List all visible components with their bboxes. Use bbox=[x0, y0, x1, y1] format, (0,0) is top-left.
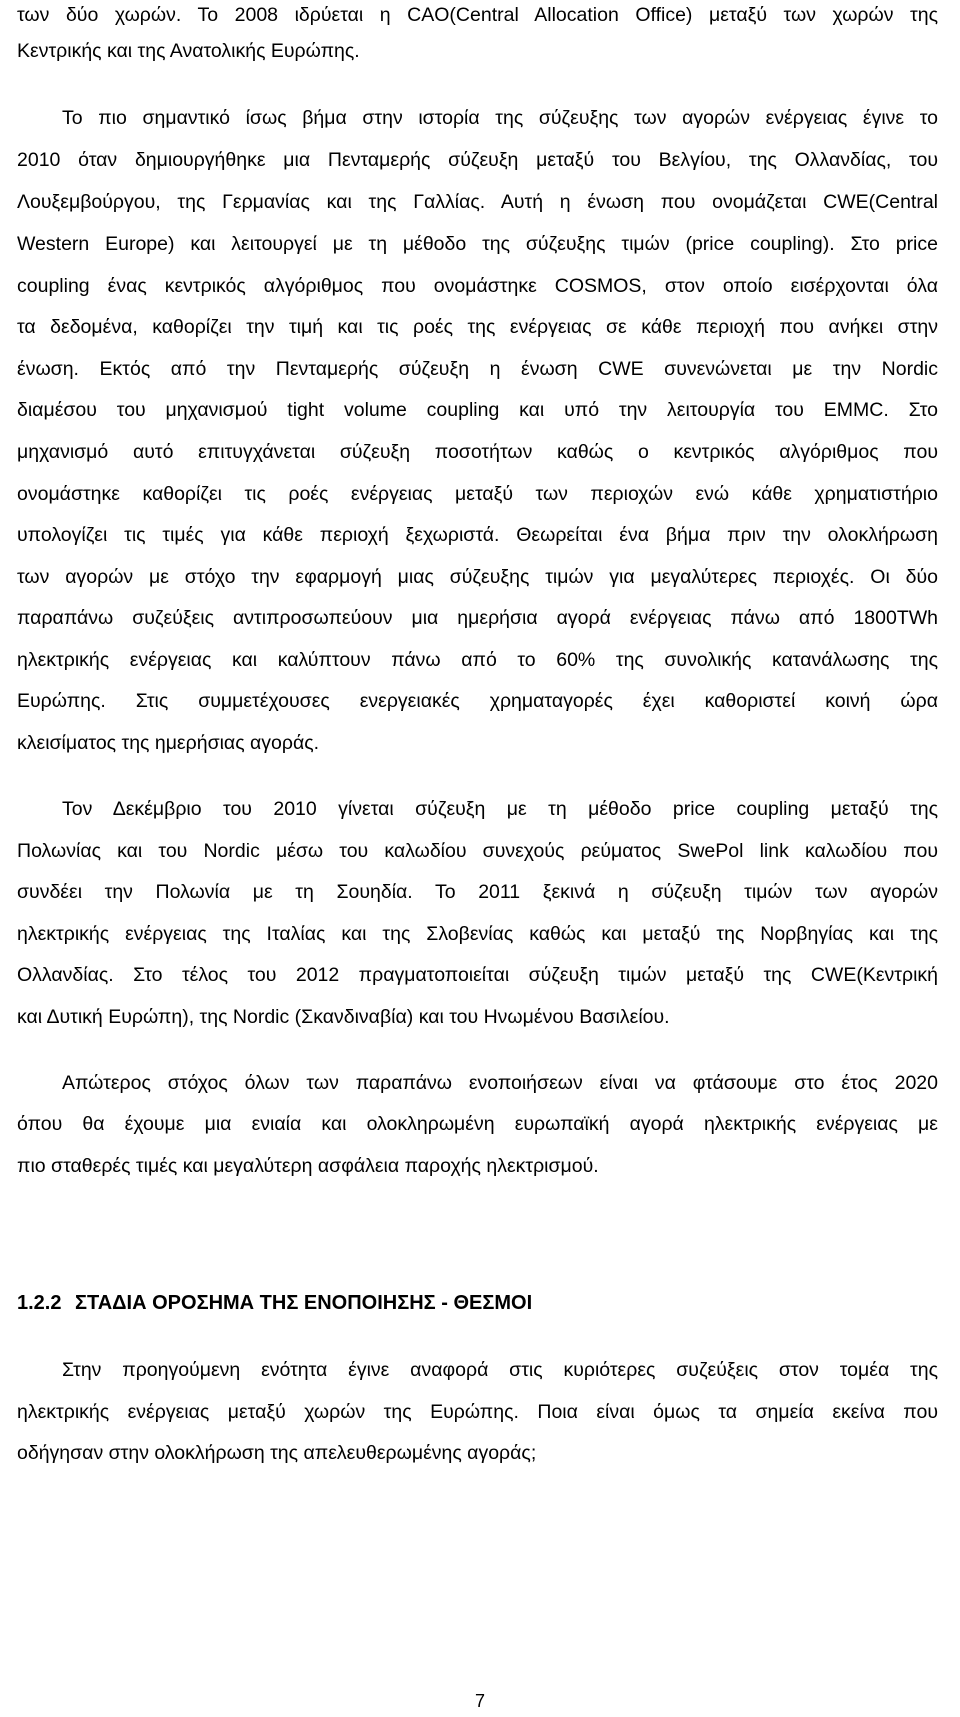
paragraph-2-line-2: Πολωνίας και του Nordic μέσω του καλωδίου συνεχούς ρεύματος SwePol link καλωδίου που bbox=[17, 840, 938, 862]
paragraph-1-line-9: μηχανισμό αυτό επιτυγχάνεται σύζευξη ποσοτήτων καθώς ο κεντρικός αλγόριθμος που bbox=[17, 441, 938, 463]
paragraph-1-line-2: 2010 όταν δημιουργήθηκε μια Πενταμερής σύζευξη μεταξύ του Βελγίου, της Ολλανδίας, του bbox=[17, 149, 938, 171]
paragraph-1-line-8: διαμέσου του μηχανισμού tight volume coupling και υπό την λειτουργία του EMMC. Στο bbox=[17, 399, 938, 421]
paragraph-4-line-2: ηλεκτρικής ενέργειας μεταξύ χωρών της Ευρώπης. Ποια είναι όμως τα σημεία εκείνα που bbox=[17, 1401, 938, 1423]
paragraph-3-line-3: πιο σταθερές τιμές και μεγαλύτερη ασφάλεια παροχής ηλεκτρισμού. bbox=[17, 1155, 599, 1177]
paragraph-4-line-3: οδήγησαν στην ολοκλήρωση της απελευθερωμένης αγοράς; bbox=[17, 1442, 537, 1464]
paragraph-1-line-14: ηλεκτρικής ενέργειας και καλύπτουν πάνω από το 60% της συνολικής κατανάλωσης της bbox=[17, 649, 938, 671]
page-number: 7 bbox=[474, 1691, 485, 1711]
paragraph-2-line-6: και Δυτική Ευρώπη), της Nordic (Σκανδιναβία) και του Ηνωμένου Βασιλείου. bbox=[17, 1006, 670, 1028]
paragraph-3-line-1: Απώτερος στόχος όλων των παραπάνω ενοποιήσεων είναι να φτάσουμε στο έτος 2020 bbox=[62, 1072, 938, 1094]
paragraph-1-line-11: υπολογίζει τις τιμές για κάθε περιοχή ξεχωριστά. Θεωρείται ένα βήμα πριν την ολοκλήρωση bbox=[17, 524, 938, 546]
paragraph-1-line-5: coupling ένας κεντρικός αλγόριθμος που ονομάστηκε COSMOS, στον οποίο εισέρχονται όλα bbox=[17, 275, 938, 297]
section-heading bbox=[17, 1289, 938, 1319]
paragraph-1-line-13: παραπάνω συζεύξεις αντιπροσωπεύουν μια ημερήσια αγορά ενέργειας πάνω από 1800TWh bbox=[17, 607, 938, 629]
paragraph-1-line-10: ονομάστηκε καθορίζει τις ροές ενέργειας μεταξύ των περιοχών ενώ κάθε χρηματιστήριο bbox=[17, 483, 938, 505]
paragraph-4-line-1: Στην προηγούμενη ενότητα έγινε αναφορά στις κυριότερες συζεύξεις στον τομέα της bbox=[62, 1359, 938, 1381]
paragraph-2-line-3: συνδέει την Πολωνία με τη Σουηδία. Το 2011 ξεκινά η σύζευξη τιμών των αγορών bbox=[17, 881, 938, 903]
section-number: 1.2.2 bbox=[17, 1292, 62, 1314]
paragraph-3-line-2: όπου θα έχουμε μια ενιαία και ολοκληρωμένη ευρωπαϊκή αγορά ηλεκτρικής ενέργειας με bbox=[17, 1113, 938, 1135]
paragraph-2-line-5: Ολλανδίας. Στο τέλος του 2012 πραγματοποιείται σύζευξη τιμών μεταξύ της CWE(Κεντρική bbox=[17, 964, 938, 986]
paragraph-1-line-4: Western Europe) και λειτουργεί με τη μέθοδο της σύζευξης τιμών (price coupling). Στο price bbox=[17, 233, 938, 255]
paragraph-2-line-1: Τον Δεκέμβριο του 2010 γίνεται σύζευξη με τη μέθοδο price coupling μεταξύ της bbox=[62, 798, 938, 820]
paragraph-2-line-4: ηλεκτρικής ενέργειας της Ιταλίας και της Σλοβενίας καθώς και μεταξύ της Νορβηγίας και της bbox=[17, 923, 938, 945]
paragraph-1-line-12: των αγορών με στόχο την εφαρμογή μιας σύζευξης τιμών για μεγαλύτερες περιοχές. Οι δύο bbox=[17, 566, 938, 588]
section-title: ΣΤΑΔΙΑ ΟΡΟΣΗΜΑ ΤΗΣ ΕΝΟΠΟΙΗΣΗΣ - ΘΕΣΜΟΙ bbox=[75, 1292, 533, 1314]
paragraph-0-line-1: των δύο χωρών. Το 2008 ιδρύεται η CAO(Central Allocation Office) μεταξύ των χωρών της bbox=[17, 4, 938, 26]
paragraph-1-line-7: ένωση. Εκτός από την Πενταμερής σύζευξη η ένωση CWE συνενώνεται με την Nordic bbox=[17, 358, 938, 380]
paragraph-1-line-6: τα δεδομένα, καθορίζει την τιμή και τις ροές της ενέργειας σε κάθε περιοχή που ανήκει στην bbox=[17, 316, 938, 338]
paragraph-1-line-16: κλεισίματος της ημερήσιας αγοράς. bbox=[17, 732, 320, 754]
paragraph-0-line-2: Κεντρικής και της Ανατολικής Ευρώπης. bbox=[17, 40, 360, 62]
paragraph-1-line-3: Λουξεμβούργου, της Γερμανίας και της Γαλλίας. Αυτή η ένωση που ονομάζεται CWE(Central bbox=[17, 191, 938, 213]
paragraph-1-line-1: Το πιο σημαντικό ίσως βήμα στην ιστορία της σύζευξης των αγορών ενέργειας έγινε το bbox=[62, 107, 938, 129]
paragraph-1-line-15: Ευρώπης. Στις συμμετέχουσες ενεργειακές χρηματαγορές έχει καθοριστεί κοινή ώρα bbox=[17, 690, 938, 712]
